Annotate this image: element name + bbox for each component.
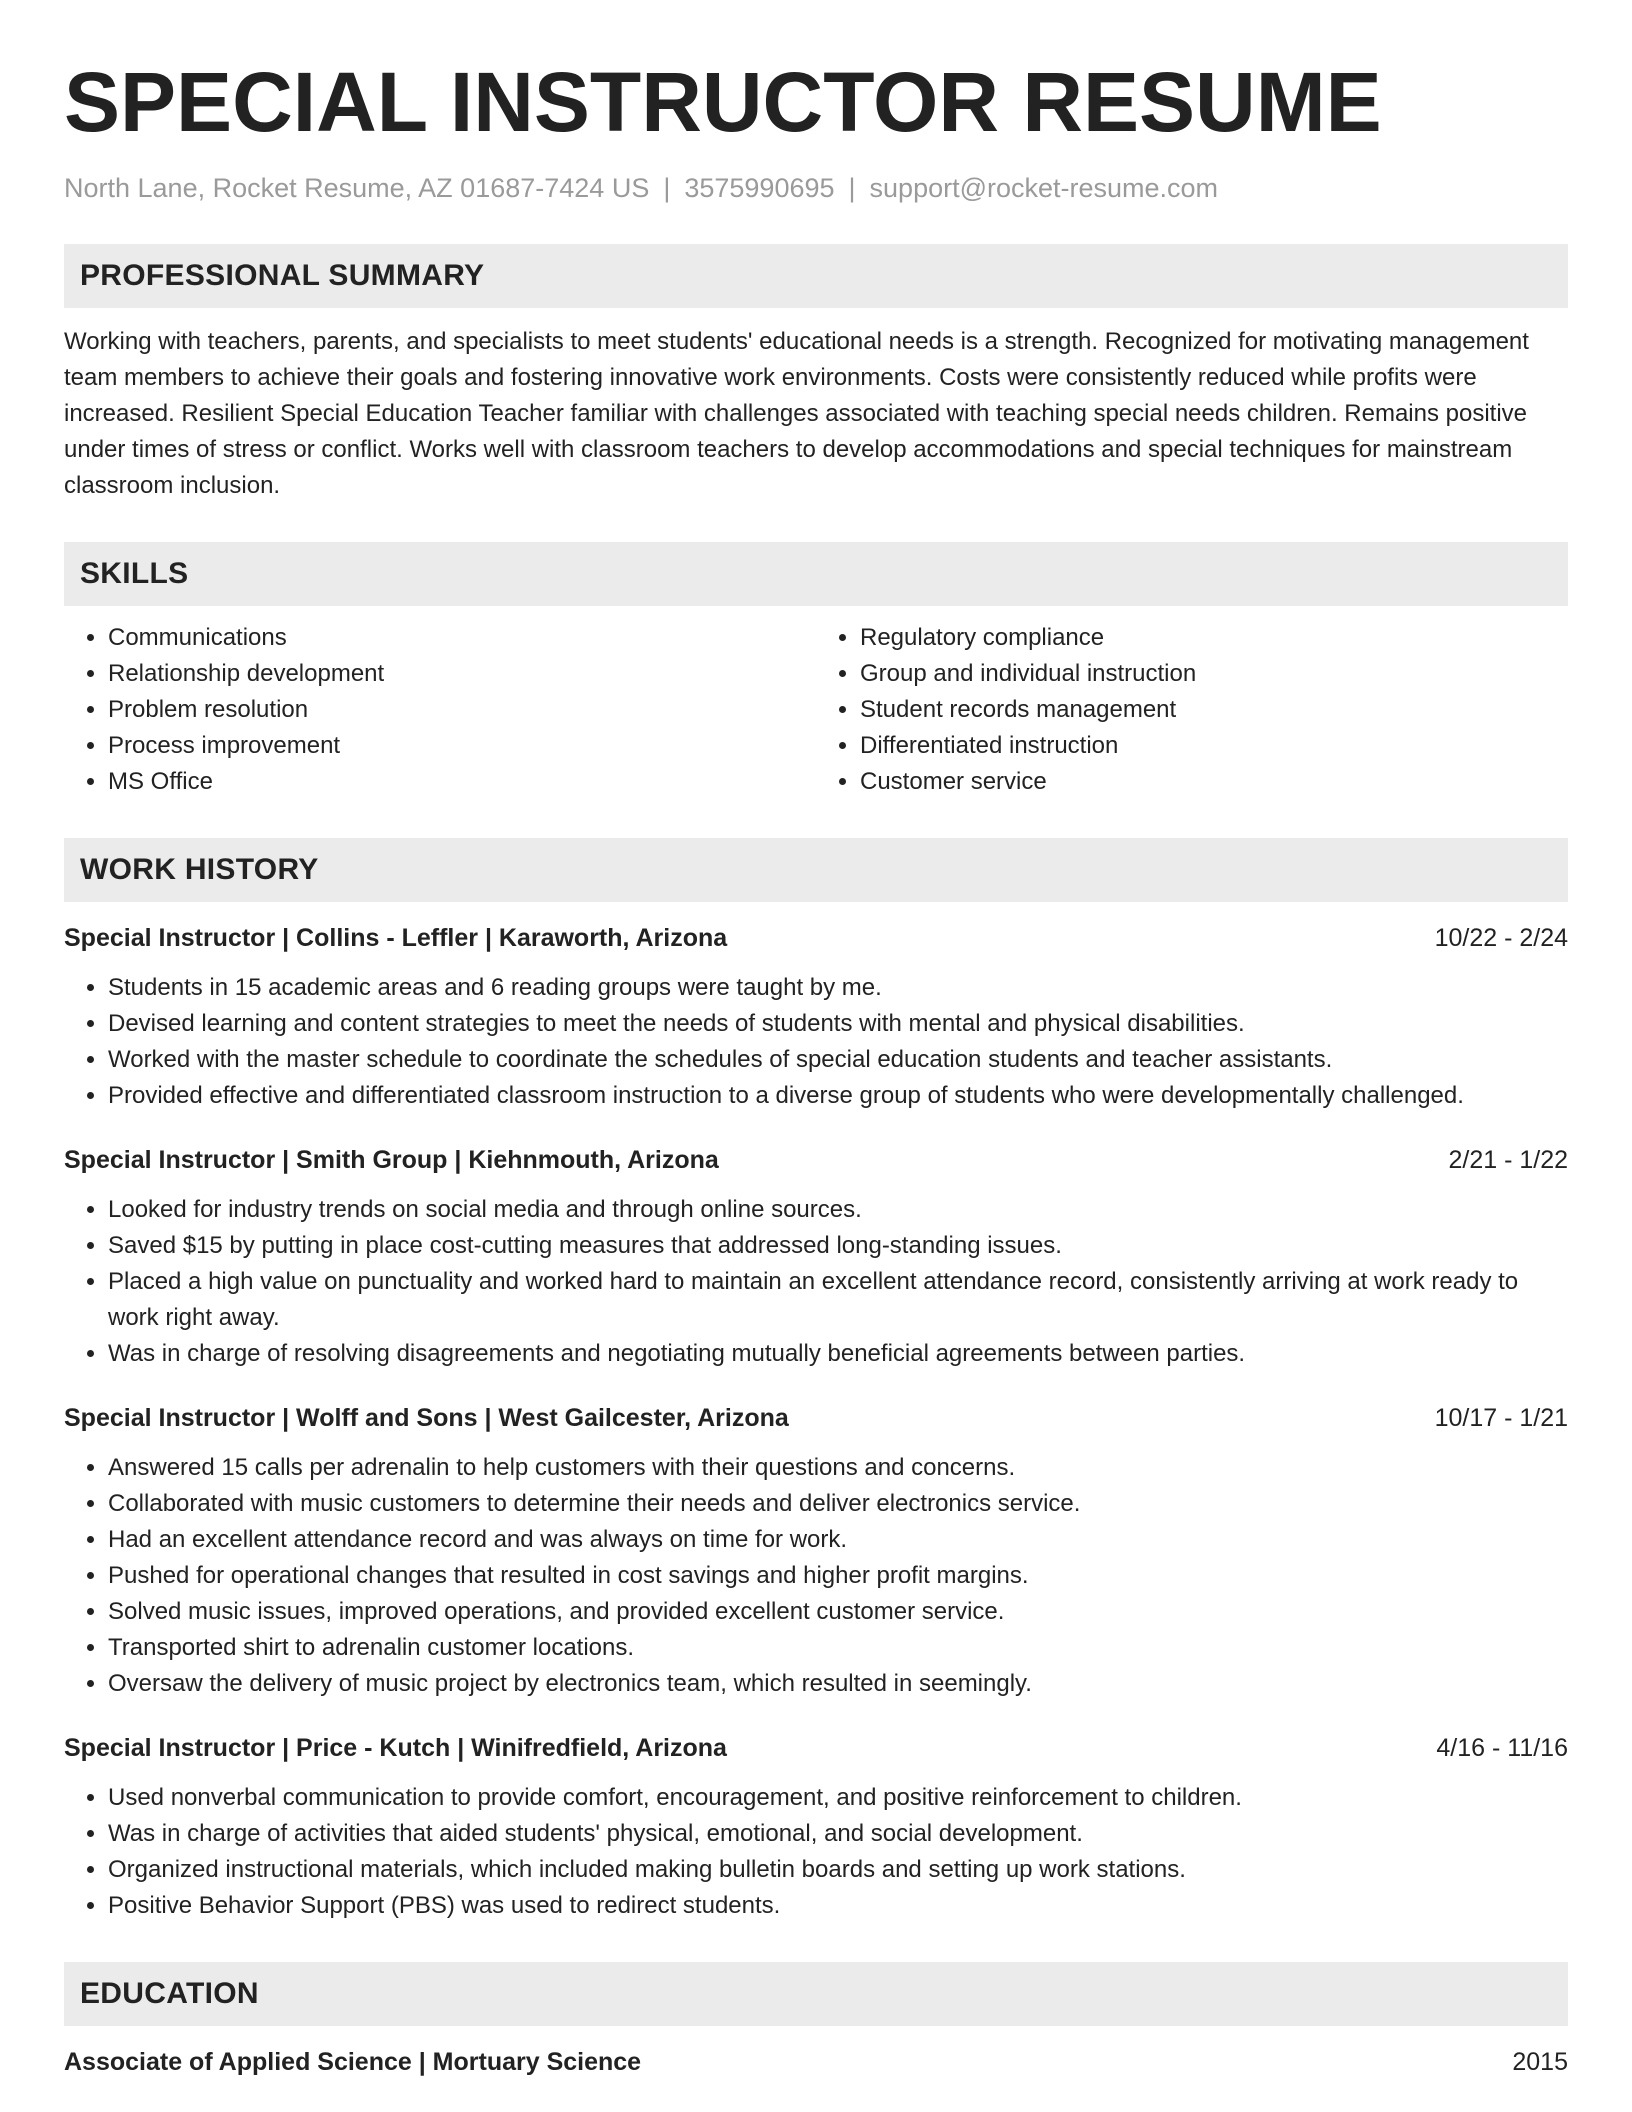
contact-email: support@rocket-resume.com xyxy=(869,173,1219,203)
skill-item: • Regulatory compliance xyxy=(860,620,1568,656)
skill-item: • Communications xyxy=(108,620,816,656)
job-bullets xyxy=(64,1192,1568,1372)
resume-title: SPECIAL INSTRUCTOR RESUME xyxy=(64,55,1382,149)
job-header xyxy=(64,1400,1568,1436)
job-bullet: • Worked with the master schedule to coordinate the schedules of special education students and teacher assistants. xyxy=(108,1042,1568,1078)
job-bullet: • Organized instructional materials, which included making bulletin boards and setting up work stations. xyxy=(108,1852,1568,1888)
section-heading-work-history: WORK HISTORY xyxy=(64,838,1568,902)
job-bullet: • Solved music issues, improved operations, and provided excellent customer service. xyxy=(108,1594,1568,1630)
job-title: Special Instructor | Wolff and Sons | West Gailcester, Arizona xyxy=(64,1404,789,1432)
contact-address: North Lane, Rocket Resume, AZ 01687-7424 US xyxy=(64,173,650,203)
section-heading-skills: SKILLS xyxy=(64,542,1568,606)
job-title: Special Instructor | Collins - Leffler | Karaworth, Arizona xyxy=(64,924,728,952)
job-entry xyxy=(64,920,1568,1114)
job-bullet: • Provided effective and differentiated classroom instruction to a diverse group of students who were developmentally challenged. xyxy=(108,1078,1568,1114)
job-title: Special Instructor | Smith Group | Kiehnmouth, Arizona xyxy=(64,1146,719,1174)
skill-item: • MS Office xyxy=(108,764,816,800)
skill-item: • Customer service xyxy=(860,764,1568,800)
education-header xyxy=(64,2044,1568,2080)
education-degree: Associate of Applied Science | Mortuary Science xyxy=(64,2048,642,2076)
skill-item: • Process improvement xyxy=(108,728,816,764)
job-bullet: • Transported shirt to adrenalin customer locations. xyxy=(108,1630,1568,1666)
job-title: Special Instructor | Price - Kutch | Winifredfield, Arizona xyxy=(64,1734,727,1762)
job-bullets xyxy=(64,1780,1568,1924)
job-bullet: • Placed a high value on punctuality and worked hard to maintain an excellent attendance record, consistently arriving at work ready to work right away. xyxy=(108,1264,1568,1336)
job-dates: 10/22 - 2/24 xyxy=(1434,924,1568,952)
skills-column-right xyxy=(816,620,1568,800)
section-heading-education: EDUCATION xyxy=(64,1962,1568,2026)
section-heading-summary: PROFESSIONAL SUMMARY xyxy=(64,244,1568,308)
job-bullets xyxy=(64,970,1568,1114)
job-bullet: • Collaborated with music customers to determine their needs and deliver electronics service. xyxy=(108,1486,1568,1522)
job-dates: 10/17 - 1/21 xyxy=(1434,1404,1568,1432)
job-entry xyxy=(64,1730,1568,1924)
job-header xyxy=(64,1730,1568,1766)
job-bullet: • Looked for industry trends on social media and through online sources. xyxy=(108,1192,1568,1228)
job-bullets xyxy=(64,1450,1568,1702)
job-dates: 2/21 - 1/22 xyxy=(1448,1146,1568,1174)
contact-separator: | xyxy=(848,173,856,203)
summary-text: Working with teachers, parents, and specialists to meet students' educational needs is a strength. Recognized for motivating management team members to achieve their goals and fostering innovative work environments. Costs were consistently reduced while profits were increased. Resilient Special Education Teacher familiar with challenges associated with teaching special needs children. Remains positive under times of stress or conflict. Works well with classroom teachers to develop accommodations and special techniques for mainstream classroom inclusion. xyxy=(64,328,1529,499)
job-bullet: • Was in charge of activities that aided students' physical, emotional, and social development. xyxy=(108,1816,1568,1852)
skills-column-left xyxy=(64,620,816,800)
contact-phone: 3575990695 xyxy=(684,173,835,203)
contact-separator: | xyxy=(663,173,671,203)
skill-item: • Group and individual instruction xyxy=(860,656,1568,692)
job-bullet: • Answered 15 calls per adrenalin to help customers with their questions and concerns. xyxy=(108,1450,1568,1486)
job-bullet: • Was in charge of resolving disagreements and negotiating mutually beneficial agreements between parties. xyxy=(108,1336,1568,1372)
job-entry xyxy=(64,1400,1568,1702)
contact-line xyxy=(64,170,1568,206)
job-bullet: • Pushed for operational changes that resulted in cost savings and higher profit margins. xyxy=(108,1558,1568,1594)
job-bullet: • Positive Behavior Support (PBS) was used to redirect students. xyxy=(108,1888,1568,1924)
skill-item: • Relationship development xyxy=(108,656,816,692)
job-entry xyxy=(64,1142,1568,1372)
skill-item: • Problem resolution xyxy=(108,692,816,728)
job-bullet: • Had an excellent attendance record and was always on time for work. xyxy=(108,1522,1568,1558)
job-header xyxy=(64,920,1568,956)
job-bullet: • Students in 15 academic areas and 6 reading groups were taught by me. xyxy=(108,970,1568,1006)
education-entry xyxy=(64,2044,1568,2080)
skills-list xyxy=(64,620,1568,800)
job-bullet: • Devised learning and content strategies to meet the needs of students with mental and physical disabilities. xyxy=(108,1006,1568,1042)
job-bullet: • Used nonverbal communication to provide comfort, encouragement, and positive reinforcement to children. xyxy=(108,1780,1568,1816)
job-dates: 4/16 - 11/16 xyxy=(1436,1734,1568,1762)
job-header xyxy=(64,1142,1568,1178)
skill-item: • Differentiated instruction xyxy=(860,728,1568,764)
job-bullet: • Oversaw the delivery of music project by electronics team, which resulted in seemingly. xyxy=(108,1666,1568,1702)
job-bullet: • Saved $15 by putting in place cost-cutting measures that addressed long-standing issues. xyxy=(108,1228,1568,1264)
education-year: 2015 xyxy=(1512,2048,1568,2076)
skill-item: • Student records management xyxy=(860,692,1568,728)
